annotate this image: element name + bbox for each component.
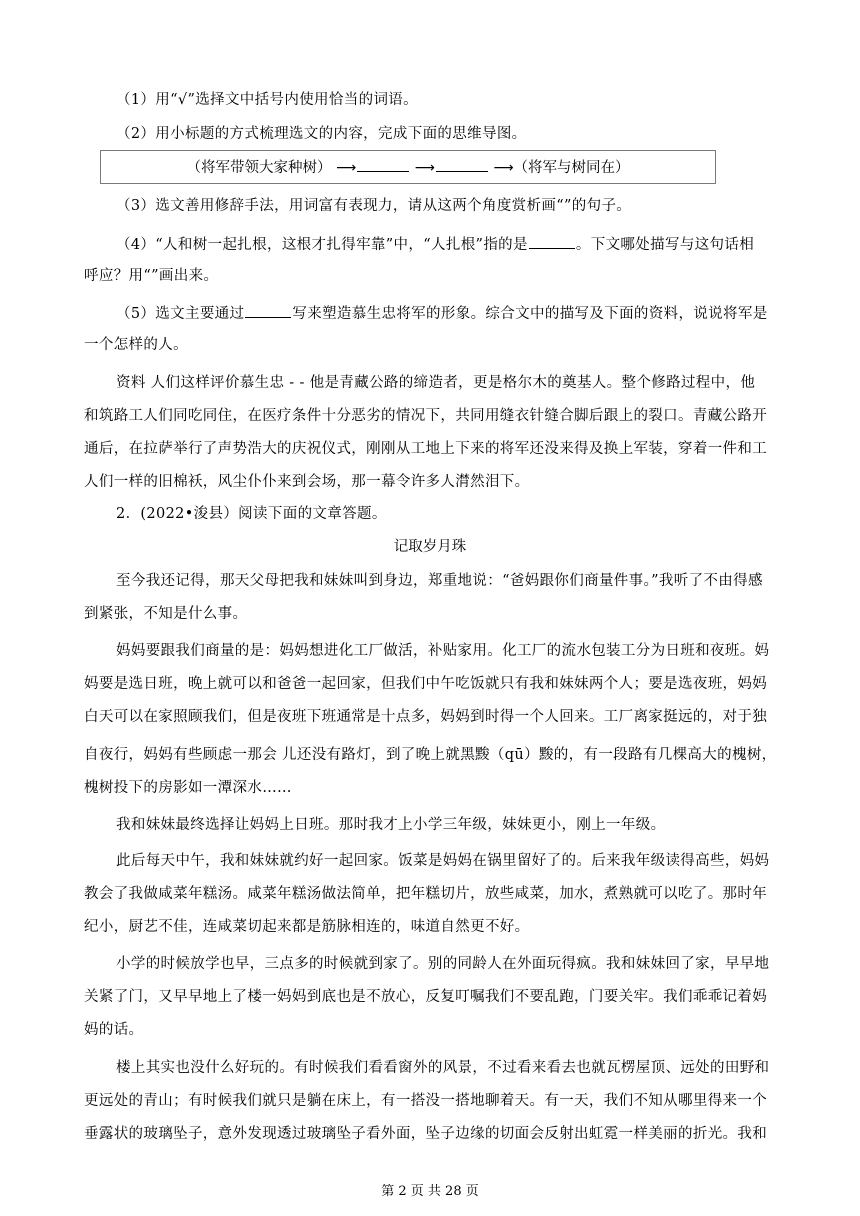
article-line: 到紧张，不知是什么事。: [84, 606, 248, 622]
question-2: （2）用小标题的方式梳理选文的内容，完成下面的思维导图。: [116, 126, 527, 142]
mind-map-start: （将军带领大家种树）: [186, 160, 332, 176]
material-line: 通后，在拉萨举行了声势浩大的庆祝仪式，刚刚从工地上下来的将军还没来得及换上军装，穿着一件和工: [84, 441, 768, 457]
article-line: 妈要是选日班，晚上就可以和爸爸一起回家，但我们中午吃饭就只有我和妹妹两个人；要是选夜班，妈妈: [84, 676, 768, 692]
article-line: 自夜行，妈妈有些顾虑一那会 儿还没有路灯，到了晚上就黑黢（qū）黢的，有一段路有几棵高大的槐树，: [84, 747, 777, 763]
article-line: 至今我还记得，那天父母把我和妹妹叫到身边，郑重地说：“爸妈跟你们商量件事。”我听了不由得感: [116, 573, 763, 589]
question-4-text: （4）“人和树一起扎根，这根才扎得牢靠”中，“人扎根”指的是: [116, 237, 528, 253]
answer-blank[interactable]: [436, 157, 488, 172]
question-3: （3）选文善用修辞手法，用词富有表现力，请从这两个角度赏析画“”的句子。: [116, 198, 632, 214]
answer-blank[interactable]: [245, 303, 291, 318]
question-4-line-1: [116, 234, 754, 255]
page-footer: 第 2 页 共 28 页: [381, 1184, 479, 1199]
arrow-right-icon: ⟶: [414, 160, 435, 176]
article-line: 白天可以在家照顾我们，但是夜班下班通常是十点多，妈妈到时得一个人回来。工厂离家挺远的，对于独: [84, 709, 768, 725]
article-line: 关紧了门，又早早地上了楼一妈妈到底也是不放心，反复叮嘱我们不要乱跑，门要关牢。我们乖乖记着妈: [84, 989, 768, 1005]
question-5-text: （5）选文主要通过: [116, 306, 245, 322]
article-line: 此后每天中午，我和妹妹就约好一起回家。饭菜是妈妈在锅里留好了的。后来我年级读得高些，妈妈: [116, 853, 770, 869]
mind-map-box: [100, 150, 716, 184]
arrow-right-icon: ⟶: [493, 160, 514, 176]
answer-blank[interactable]: [529, 234, 575, 249]
article-line: 妈的话。: [84, 1022, 144, 1038]
question-5-line-2: 一个怎样的人。: [84, 337, 188, 353]
question-5-line-1: [116, 303, 768, 324]
mind-map-row: [101, 157, 715, 178]
question-4-text: 。下文哪处描写与这句话相: [575, 237, 755, 253]
article-line: 槐树投下的房影如一潭深水……: [84, 780, 292, 796]
question-4-line-2: 呼应？用“”画出来。: [84, 268, 219, 284]
material-line: 资料 人们这样评价慕生忠 - - 他是青藏公路的缔造者，更是格尔木的奠基人。整个修路过程中，他: [116, 375, 756, 391]
question-2-header: 2．(2022•浚县）阅读下面的文章答题。: [116, 506, 387, 522]
article-line: 我和妹妹最终选择让妈妈上日班。那时我才上小学三年级，妹妹更小，刚上一年级。: [116, 817, 666, 833]
question-1: （1）用“√”选择文中括号内使用恰当的词语。: [116, 92, 418, 108]
article-line: 教会了我做咸菜年糕汤。咸菜年糕汤做法简单，把年糕切片，放些咸菜，加水，煮熟就可以吃了。那时年: [84, 886, 768, 902]
question-5-text: 写来塑造慕生忠将军的形象。综合文中的描写及下面的资料，说说将军是: [292, 306, 768, 322]
mind-map-end: （将军与树同在）: [513, 160, 630, 176]
article-line: 楼上其实也没什么好玩的。有时候我们看看窗外的风景，不过看来看去也就瓦楞屋顶、远处的田野和: [116, 1060, 770, 1076]
arrow-right-icon: ⟶: [336, 160, 357, 176]
material-line: 人们一样的旧棉袄，风尘仆仆来到会场，那一幕令许多人潸然泪下。: [84, 474, 530, 490]
article-line: 小学的时候放学也早，三点多的时候就到家了。别的同龄人在外面玩得疯。我和妹妹回了家，早早地: [116, 956, 770, 972]
material-line: 和筑路工人们同吃同住，在医疗条件十分恶劣的情况下，共同用缝衣针缝合脚后跟上的裂口。青藏公路开: [84, 408, 768, 424]
article-line: 更远处的青山；有时候我们就只是躺在床上，有一搭没一搭地聊着天。有一天，我们不知从哪里得来一个: [84, 1093, 768, 1109]
article-line: 垂露状的玻璃坠子，意外发现透过玻璃坠子看外面，坠子边缘的切面会反射出虹霓一样美丽的折光。我和: [84, 1126, 768, 1142]
article-line: 纪小，厨艺不佳，连咸菜切起来都是筋脉相连的，味道自然更不好。: [84, 919, 530, 935]
article-line: 妈妈要跟我们商量的是：妈妈想进化工厂做活，补贴家用。化工厂的流水包装工分为日班和夜班。妈: [116, 643, 770, 659]
answer-blank[interactable]: [357, 157, 409, 172]
article-title: 记取岁月珠: [393, 539, 467, 555]
